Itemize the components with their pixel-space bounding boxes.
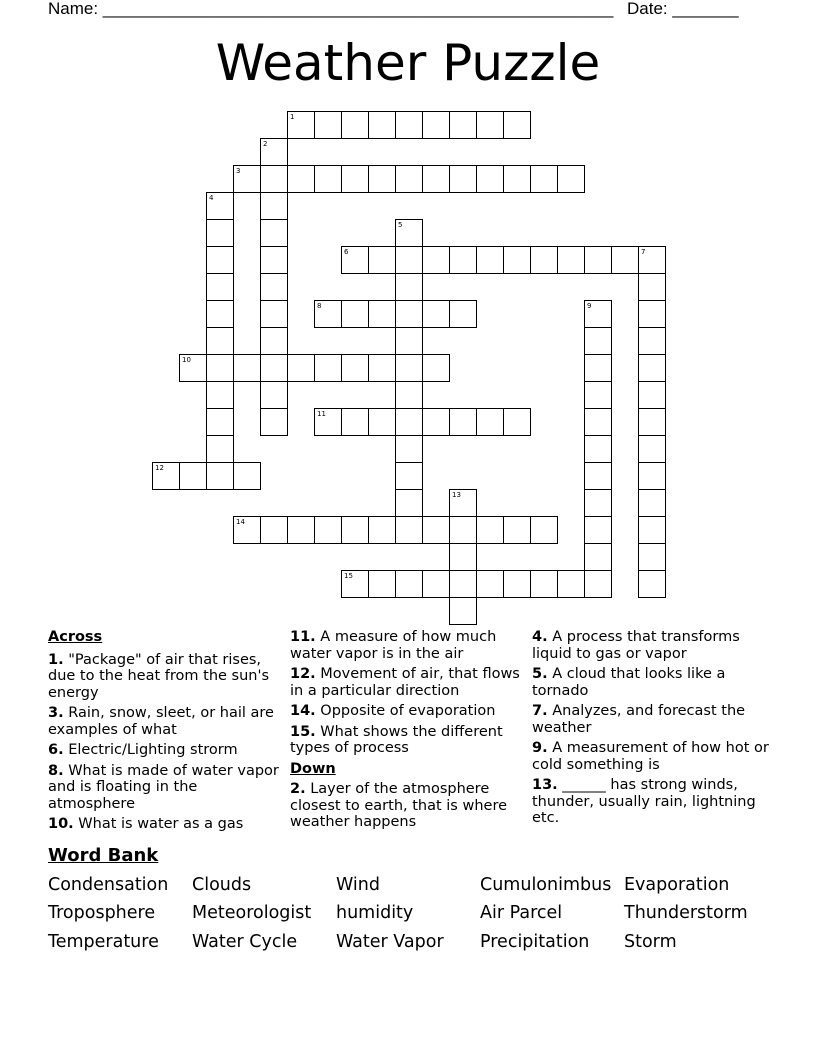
- crossword-cell[interactable]: [638, 273, 666, 301]
- crossword-cell[interactable]: [584, 489, 612, 517]
- name-field-label: Name: ______________________________________________________: [48, 0, 614, 18]
- clue-number: 14: [236, 518, 245, 526]
- word-bank-item: Clouds: [192, 875, 252, 895]
- crossword-cell[interactable]: [368, 408, 396, 436]
- crossword-cell[interactable]: [584, 300, 612, 328]
- crossword-cell[interactable]: [260, 408, 288, 436]
- crossword-cell[interactable]: [314, 408, 342, 436]
- clue-number: 5: [398, 221, 403, 229]
- clue-number: 4: [209, 194, 214, 202]
- crossword-cell[interactable]: [584, 246, 612, 274]
- crossword-cell[interactable]: [503, 516, 531, 544]
- crossword-cell[interactable]: [206, 354, 234, 382]
- crossword-cell[interactable]: [287, 111, 315, 139]
- crossword-cell[interactable]: [341, 246, 369, 274]
- crossword-cell[interactable]: [422, 111, 450, 139]
- crossword-cell[interactable]: [476, 111, 504, 139]
- clue-down-9: 9. A measurement of how hot or cold something is: [532, 740, 769, 773]
- crossword-cell[interactable]: [395, 273, 423, 301]
- crossword-cell[interactable]: [395, 381, 423, 409]
- crossword-cell[interactable]: [449, 165, 477, 193]
- crossword-cell[interactable]: [449, 597, 477, 625]
- word-bank-item: Temperature: [48, 932, 159, 952]
- clue-across-8: 8. What is made of water vapor and is floating in the atmosphere: [48, 762, 279, 812]
- crossword-cell[interactable]: [422, 246, 450, 274]
- crossword-cell[interactable]: [341, 516, 369, 544]
- crossword-cell[interactable]: [341, 408, 369, 436]
- crossword-cell[interactable]: [206, 192, 234, 220]
- down-heading: Down: [290, 760, 336, 777]
- crossword-cell[interactable]: [395, 354, 423, 382]
- crossword-cell[interactable]: [260, 165, 288, 193]
- crossword-cell[interactable]: [557, 570, 585, 598]
- crossword-cell[interactable]: [206, 408, 234, 436]
- crossword-cell[interactable]: [206, 462, 234, 490]
- clue-down-13: 13. ______ has strong winds, thunder, usually rain, lightning etc.: [532, 777, 756, 826]
- clue-down-4: 4. A process that transforms liquid to gas or vapor: [532, 629, 740, 662]
- crossword-cell[interactable]: [422, 408, 450, 436]
- crossword-cell[interactable]: [206, 327, 234, 355]
- clue-number: 9: [587, 302, 592, 310]
- word-bank-item: Air Parcel: [480, 903, 563, 923]
- crossword-cell[interactable]: [503, 111, 531, 139]
- crossword-cell[interactable]: [530, 246, 558, 274]
- crossword-cell[interactable]: [638, 516, 666, 544]
- crossword-cell[interactable]: [584, 408, 612, 436]
- clue-number: 2: [263, 140, 268, 148]
- crossword-cell[interactable]: [503, 165, 531, 193]
- crossword-cell[interactable]: [368, 246, 396, 274]
- word-bank-item: Cumulonimbus: [480, 875, 612, 895]
- word-bank-item: Troposphere: [48, 903, 156, 923]
- clues-column-3: [532, 629, 770, 831]
- crossword-cell[interactable]: [287, 354, 315, 382]
- crossword-cell[interactable]: [341, 354, 369, 382]
- crossword-cell[interactable]: [260, 192, 288, 220]
- crossword-cell[interactable]: [341, 570, 369, 598]
- clue-number: 10: [182, 356, 191, 364]
- crossword-cell[interactable]: [395, 516, 423, 544]
- crossword-cell[interactable]: [314, 354, 342, 382]
- crossword-cell[interactable]: [341, 300, 369, 328]
- crossword-cell[interactable]: [368, 111, 396, 139]
- crossword-cell[interactable]: [530, 570, 558, 598]
- crossword-cell[interactable]: [638, 300, 666, 328]
- date-field-label: Date: _______: [627, 0, 739, 18]
- crossword-cell[interactable]: [584, 516, 612, 544]
- crossword-cell[interactable]: [476, 246, 504, 274]
- clue-down-5: 5. A cloud that looks like a tornado: [532, 666, 726, 699]
- crossword-cell[interactable]: [449, 516, 477, 544]
- crossword-cell[interactable]: [206, 300, 234, 328]
- clue-across-3: 3. Rain, snow, sleet, or hail are examples of what: [48, 705, 274, 738]
- crossword-cell[interactable]: [368, 165, 396, 193]
- crossword-cell[interactable]: [638, 246, 666, 274]
- crossword-cell[interactable]: [233, 354, 261, 382]
- crossword-cell[interactable]: [557, 246, 585, 274]
- crossword-cell[interactable]: [260, 273, 288, 301]
- crossword-cell[interactable]: [341, 165, 369, 193]
- clue-across-14: 14. Opposite of evaporation: [290, 703, 496, 719]
- crossword-cell[interactable]: [395, 111, 423, 139]
- word-bank-item: Thunderstorm: [624, 903, 748, 923]
- clue-across-1: 1. "Package" of air that rises, due to the heat from the sun's energy: [48, 651, 270, 701]
- crossword-cell[interactable]: [395, 435, 423, 463]
- crossword-cell[interactable]: [260, 327, 288, 355]
- crossword-cell[interactable]: [395, 219, 423, 247]
- crossword-cell[interactable]: [638, 327, 666, 355]
- clue-number: 6: [344, 248, 349, 256]
- clue-number: 7: [641, 248, 646, 256]
- crossword-cell[interactable]: [260, 300, 288, 328]
- crossword-cell[interactable]: [584, 327, 612, 355]
- crossword-cell[interactable]: [638, 381, 666, 409]
- clue-across-11: 11. A measure of how much water vapor is in the air: [290, 629, 497, 662]
- page-title: Weather Puzzle: [215, 34, 601, 92]
- crossword-cell[interactable]: [584, 435, 612, 463]
- clue-number: 13: [452, 491, 461, 499]
- crossword-cell[interactable]: [314, 111, 342, 139]
- crossword-cell[interactable]: [206, 273, 234, 301]
- crossword-cell[interactable]: [287, 165, 315, 193]
- crossword-cell[interactable]: [179, 354, 207, 382]
- crossword-cell[interactable]: [422, 354, 450, 382]
- crossword-cell[interactable]: [449, 408, 477, 436]
- crossword-cell[interactable]: [260, 381, 288, 409]
- crossword-cell[interactable]: [638, 543, 666, 571]
- crossword-cell[interactable]: [503, 408, 531, 436]
- crossword-cell[interactable]: [260, 354, 288, 382]
- crossword-cell[interactable]: [260, 516, 288, 544]
- crossword-cell[interactable]: [638, 408, 666, 436]
- clues-column-1: [48, 629, 282, 837]
- crossword-cell[interactable]: [395, 489, 423, 517]
- word-bank-item: Condensation: [48, 875, 169, 895]
- clue-across-10: 10. What is water as a gas: [48, 816, 244, 832]
- crossword-cell[interactable]: [395, 300, 423, 328]
- crossword-cell[interactable]: [314, 300, 342, 328]
- word-bank-item: Meteorologist: [192, 903, 312, 923]
- crossword-cell[interactable]: [530, 516, 558, 544]
- crossword-cell[interactable]: [422, 165, 450, 193]
- crossword-cell[interactable]: [260, 138, 288, 166]
- crossword-cell[interactable]: [368, 516, 396, 544]
- clue-across-6: 6. Electric/Lighting strorm: [48, 742, 238, 758]
- crossword-cell[interactable]: [206, 219, 234, 247]
- clue-number: 3: [236, 167, 241, 175]
- crossword-cell[interactable]: [530, 165, 558, 193]
- word-bank-item: Water Vapor: [336, 932, 444, 952]
- crossword-cell[interactable]: [395, 327, 423, 355]
- crossword-cell[interactable]: [449, 246, 477, 274]
- crossword-cell[interactable]: [449, 111, 477, 139]
- crossword-cell[interactable]: [584, 543, 612, 571]
- crossword-cell[interactable]: [341, 111, 369, 139]
- crossword-cell[interactable]: [503, 246, 531, 274]
- word-bank-item: Water Cycle: [192, 932, 298, 952]
- crossword-cell[interactable]: [584, 462, 612, 490]
- crossword-cell[interactable]: [476, 165, 504, 193]
- crossword-cell[interactable]: [368, 570, 396, 598]
- word-bank-item: Storm: [624, 932, 677, 952]
- clue-down-2: 2. Layer of the atmosphere closest to earth, that is where weather happens: [290, 781, 508, 830]
- crossword-cell[interactable]: [233, 165, 261, 193]
- crossword-cell[interactable]: [179, 462, 207, 490]
- crossword-cell[interactable]: [449, 489, 477, 517]
- crossword-cell[interactable]: [206, 246, 234, 274]
- crossword-cell[interactable]: [638, 462, 666, 490]
- clue-across-12: 12. Movement of air, that flows in a particular direction: [290, 666, 520, 699]
- crossword-cell[interactable]: [611, 246, 639, 274]
- crossword-cell[interactable]: [260, 246, 288, 274]
- crossword-cell[interactable]: [260, 219, 288, 247]
- crossword-cell[interactable]: [395, 462, 423, 490]
- crossword-cell[interactable]: [152, 462, 180, 490]
- crossword-cell[interactable]: [638, 354, 666, 382]
- crossword-cell[interactable]: [206, 381, 234, 409]
- crossword-cell[interactable]: [422, 516, 450, 544]
- crossword-cell[interactable]: [476, 516, 504, 544]
- crossword-cell[interactable]: [503, 570, 531, 598]
- crossword-cell[interactable]: [395, 570, 423, 598]
- crossword-cell[interactable]: [395, 165, 423, 193]
- crossword-cell[interactable]: [422, 570, 450, 598]
- crossword-cell[interactable]: [449, 300, 477, 328]
- crossword-cell[interactable]: [395, 408, 423, 436]
- crossword-cell[interactable]: [476, 408, 504, 436]
- clue-down-7: 7. Analyzes, and forecast the weather: [532, 703, 746, 736]
- word-bank-item: Evaporation: [624, 875, 730, 895]
- crossword-cell[interactable]: [422, 300, 450, 328]
- crossword-cell[interactable]: [449, 543, 477, 571]
- crossword-cell[interactable]: [287, 516, 315, 544]
- clue-number: 15: [344, 572, 353, 580]
- crossword-cell[interactable]: [368, 300, 396, 328]
- crossword-cell[interactable]: [638, 435, 666, 463]
- crossword-cell[interactable]: [476, 570, 504, 598]
- crossword-cell[interactable]: [449, 570, 477, 598]
- clue-number: 12: [155, 464, 164, 472]
- crossword-cell[interactable]: [557, 165, 585, 193]
- word-bank-item: Precipitation: [480, 932, 590, 952]
- crossword-cell[interactable]: [314, 516, 342, 544]
- word-bank-item: humidity: [336, 903, 414, 923]
- crossword-cell[interactable]: [638, 489, 666, 517]
- crossword-cell[interactable]: [584, 381, 612, 409]
- across-heading: Across: [48, 629, 103, 645]
- crossword-cell[interactable]: [584, 354, 612, 382]
- crossword-cell[interactable]: [368, 354, 396, 382]
- word-bank-title: Word Bank: [48, 845, 159, 866]
- clue-number: 1: [290, 113, 295, 121]
- crossword-cell[interactable]: [314, 165, 342, 193]
- clues-column-2: [290, 629, 520, 835]
- crossword-cell[interactable]: [206, 435, 234, 463]
- crossword-cell[interactable]: [233, 516, 261, 544]
- word-bank-item: Wind: [336, 875, 380, 895]
- clue-across-15: 15. What shows the different types of process: [290, 723, 503, 756]
- clue-number: 11: [317, 410, 326, 418]
- crossword-cell[interactable]: [638, 570, 666, 598]
- clue-number: 8: [317, 302, 322, 310]
- crossword-cell[interactable]: [584, 570, 612, 598]
- crossword-cell[interactable]: [395, 246, 423, 274]
- crossword-cell[interactable]: [233, 462, 261, 490]
